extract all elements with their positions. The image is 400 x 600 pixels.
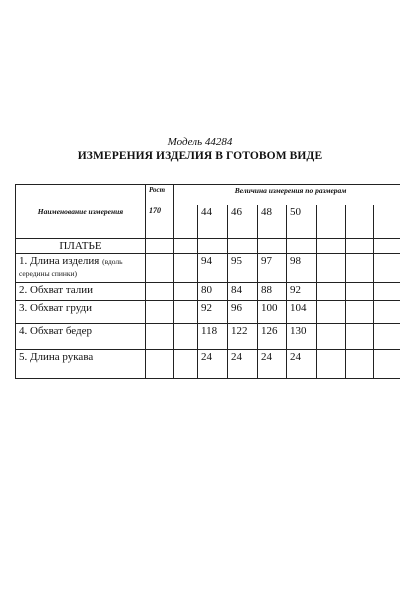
size-cell: 48 xyxy=(258,205,287,239)
value-cell xyxy=(317,323,346,350)
height-value: 170 xyxy=(146,205,174,239)
value-cell: 104 xyxy=(287,301,317,323)
value-cell xyxy=(374,350,400,379)
value-cell: 122 xyxy=(228,323,258,350)
size-cell xyxy=(317,205,346,239)
value-cell xyxy=(346,350,374,379)
value-cell: 95 xyxy=(228,254,258,283)
value-cell xyxy=(346,282,374,300)
table-row xyxy=(16,350,400,379)
value-cell xyxy=(374,323,400,350)
document-title: ИЗМЕРЕНИЯ ИЗДЕЛИЯ В ГОТОВОМ ВИДЕ xyxy=(77,150,323,162)
value-cell: 100 xyxy=(258,301,287,323)
row-label: 4. Обхват бедер xyxy=(16,323,146,350)
value-cell: 84 xyxy=(228,282,258,300)
value-cell: 80 xyxy=(198,282,228,300)
row-label: 1. Длина изделия (вдоль середины спинки) xyxy=(16,254,146,283)
value-cell xyxy=(374,282,400,300)
size-cell: 50 xyxy=(287,205,317,239)
value-cell: 98 xyxy=(287,254,317,283)
value-cell: 126 xyxy=(258,323,287,350)
value-cell: 24 xyxy=(287,350,317,379)
value-cell xyxy=(317,301,346,323)
section-label: ПЛАТЬЕ xyxy=(16,239,146,254)
size-cell: 46 xyxy=(228,205,258,239)
value-cell: 97 xyxy=(258,254,287,283)
value-cell: 24 xyxy=(228,350,258,379)
value-cell xyxy=(317,282,346,300)
value-cell: 96 xyxy=(228,301,258,323)
value-cell: 94 xyxy=(198,254,228,283)
name-header: Наименование измерения xyxy=(16,185,146,239)
value-cell: 88 xyxy=(258,282,287,300)
value-cell: 92 xyxy=(198,301,228,323)
value-cell: 130 xyxy=(287,323,317,350)
table-row xyxy=(16,282,400,300)
model-number: Модель 44284 xyxy=(167,136,233,148)
value-cell xyxy=(346,254,374,283)
row-label: 5. Длина рукава xyxy=(16,350,146,379)
value-cell: 24 xyxy=(258,350,287,379)
size-value-header: Величина измерения по размерам xyxy=(174,185,400,205)
value-cell xyxy=(346,301,374,323)
value-cell: 24 xyxy=(198,350,228,379)
row-label: 3. Обхват груди xyxy=(16,301,146,323)
value-cell xyxy=(346,323,374,350)
height-header: Рост xyxy=(146,185,174,205)
row-label: 2. Обхват талии xyxy=(16,282,146,300)
size-spacer xyxy=(174,205,198,239)
value-cell: 118 xyxy=(198,323,228,350)
value-cell: 92 xyxy=(287,282,317,300)
measurements-table xyxy=(15,184,400,379)
value-cell xyxy=(317,350,346,379)
section-row xyxy=(16,239,400,254)
header-row xyxy=(16,185,400,205)
size-cell: 44 xyxy=(198,205,228,239)
value-cell xyxy=(374,254,400,283)
value-cell xyxy=(317,254,346,283)
size-cell xyxy=(346,205,374,239)
size-cell xyxy=(374,205,400,239)
table-row xyxy=(16,301,400,323)
table-row xyxy=(16,323,400,350)
row-note: (вдоль середины спинки) xyxy=(19,257,123,279)
table-row xyxy=(16,254,400,283)
value-cell xyxy=(374,301,400,323)
